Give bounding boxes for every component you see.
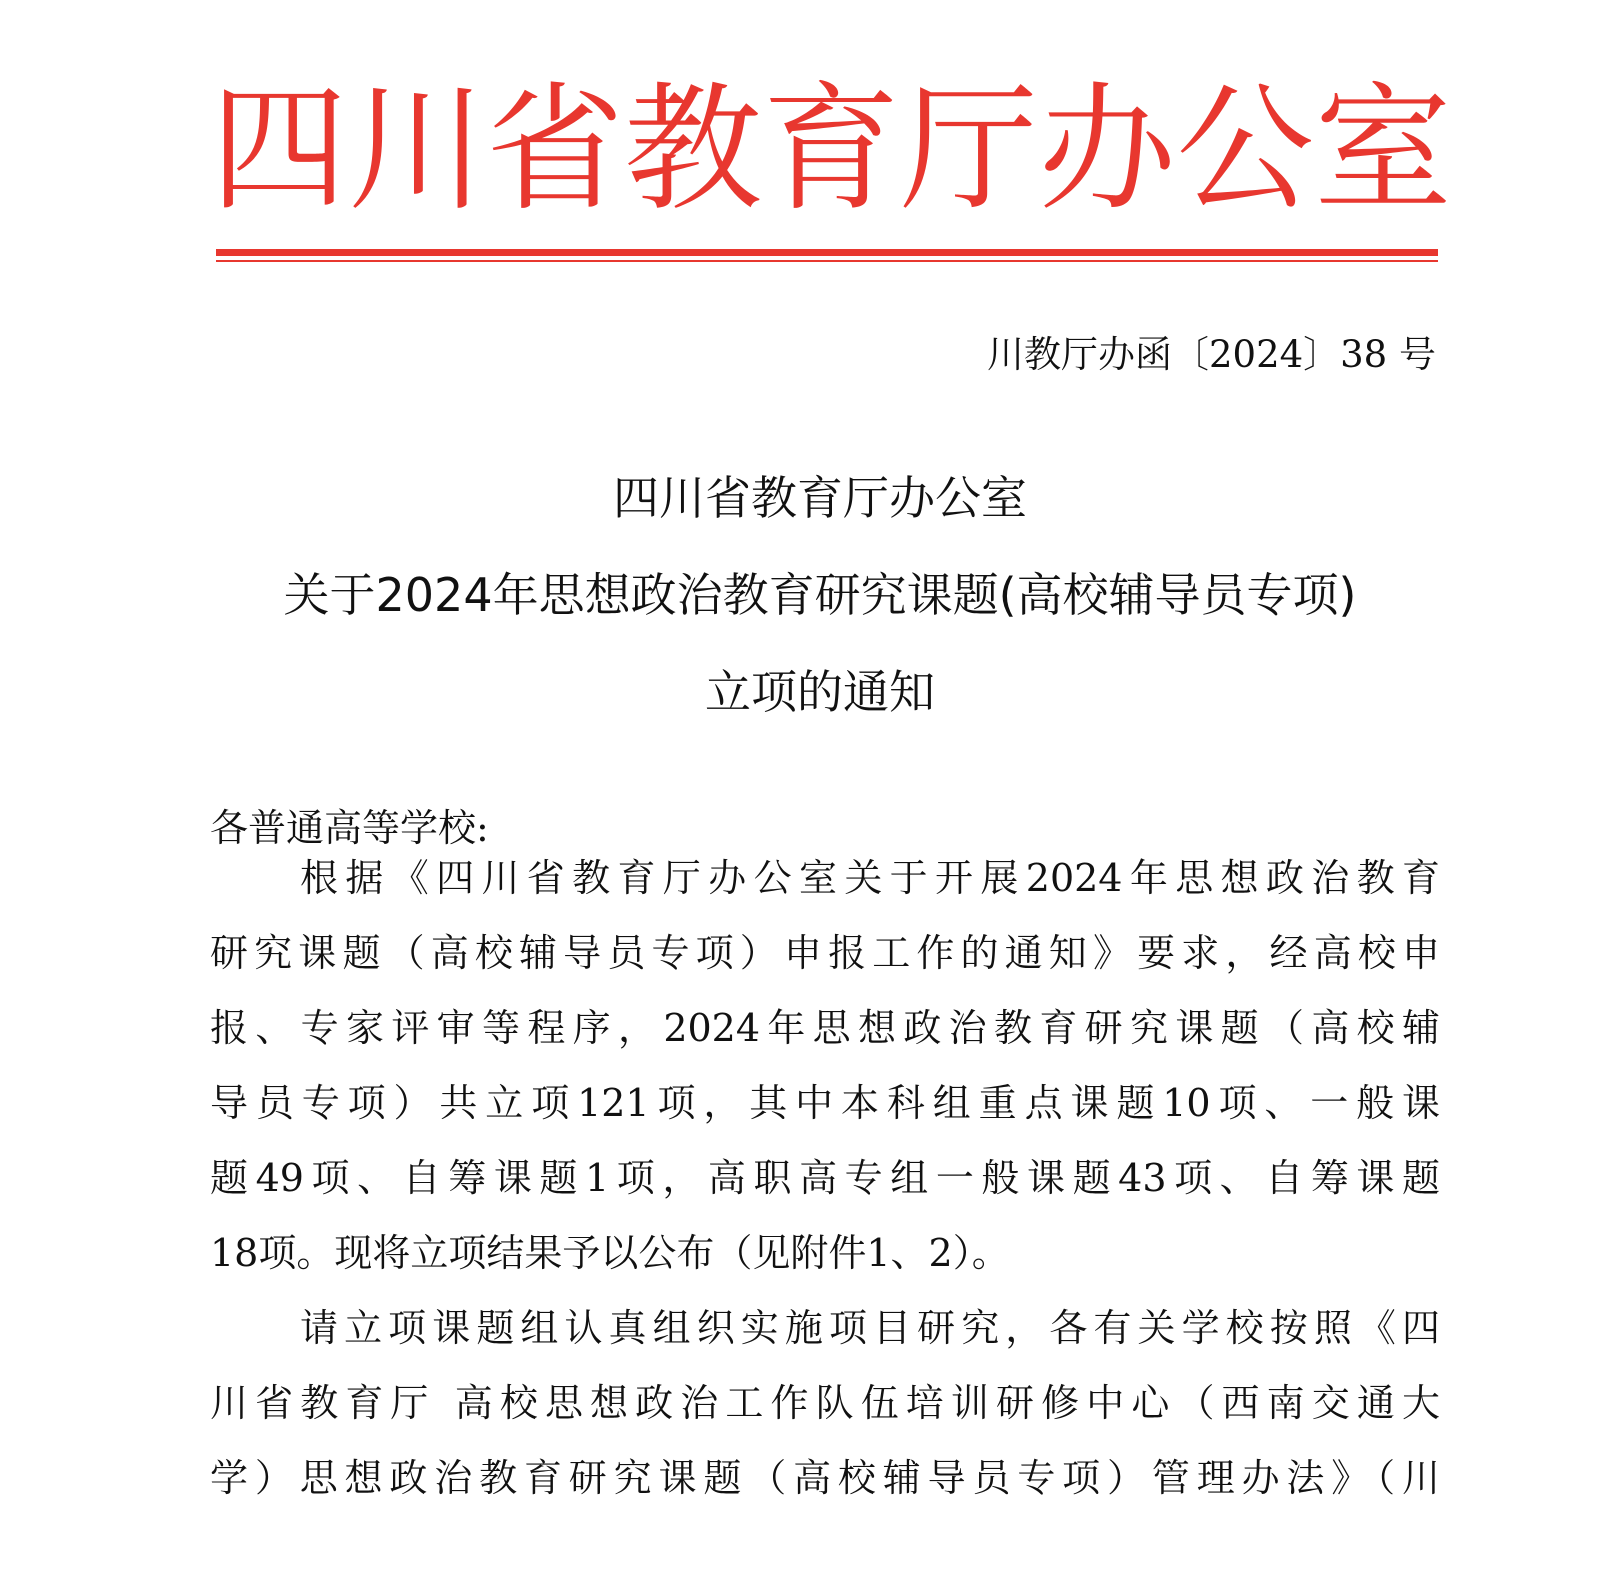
document-title-line-2: 关于2024年思想政治教育研究课题(高校辅导员专项) xyxy=(283,568,1357,622)
masthead-char: 室 xyxy=(1314,69,1453,230)
paragraph-1-line: 导员专项）共立项121项，其中本科组重点课题10项、一般课 xyxy=(210,1081,1440,1125)
masthead-char: 四 xyxy=(210,69,349,230)
paragraph-1-line: 题49项、自筹课题1项，高职高专组一般课题43项、自筹课题 xyxy=(210,1156,1440,1200)
paragraph-1-line: 报、专家评审等程序，2024年思想政治教育研究课题（高校辅 xyxy=(210,1006,1440,1050)
paragraph-2-line: 川省教育厅 高校思想政治工作队伍培训研修中心（西南交通大 xyxy=(210,1381,1440,1425)
paragraph-1-line: 18项。现将立项结果予以公布（见附件1、2）。 xyxy=(210,1231,1010,1275)
masthead-char: 教 xyxy=(624,69,763,230)
masthead-char: 公 xyxy=(1176,69,1315,230)
paragraph-2-line: 请立项课题组认真组织实施项目研究，各有关学校按照《四 xyxy=(300,1306,1440,1350)
document-number: 川教厅办函〔2024〕38 号 xyxy=(986,333,1436,376)
masthead-rule-thick xyxy=(216,249,1438,256)
paragraph-1-line: 根据《四川省教育厅办公室关于开展2024年思想政治教育 xyxy=(300,856,1440,900)
salutation: 各普通高等学校: xyxy=(210,806,489,850)
masthead-char: 川 xyxy=(348,69,487,230)
masthead-char: 育 xyxy=(762,69,901,230)
masthead-rule-thin xyxy=(216,260,1438,262)
document-title-line-3: 立项的通知 xyxy=(705,665,935,719)
masthead-char: 办 xyxy=(1038,69,1177,230)
paragraph-2-line: 学）思想政治教育研究课题（高校辅导员专项）管理办法》（川 xyxy=(210,1456,1440,1500)
paragraph-1-line: 研究课题（高校辅导员专项）申报工作的通知》要求，经高校申 xyxy=(210,931,1440,975)
masthead-char: 省 xyxy=(486,69,625,230)
masthead-title xyxy=(210,60,1453,240)
masthead-char: 厅 xyxy=(900,69,1039,230)
document-title-line-1: 四川省教育厅办公室 xyxy=(613,471,1027,525)
